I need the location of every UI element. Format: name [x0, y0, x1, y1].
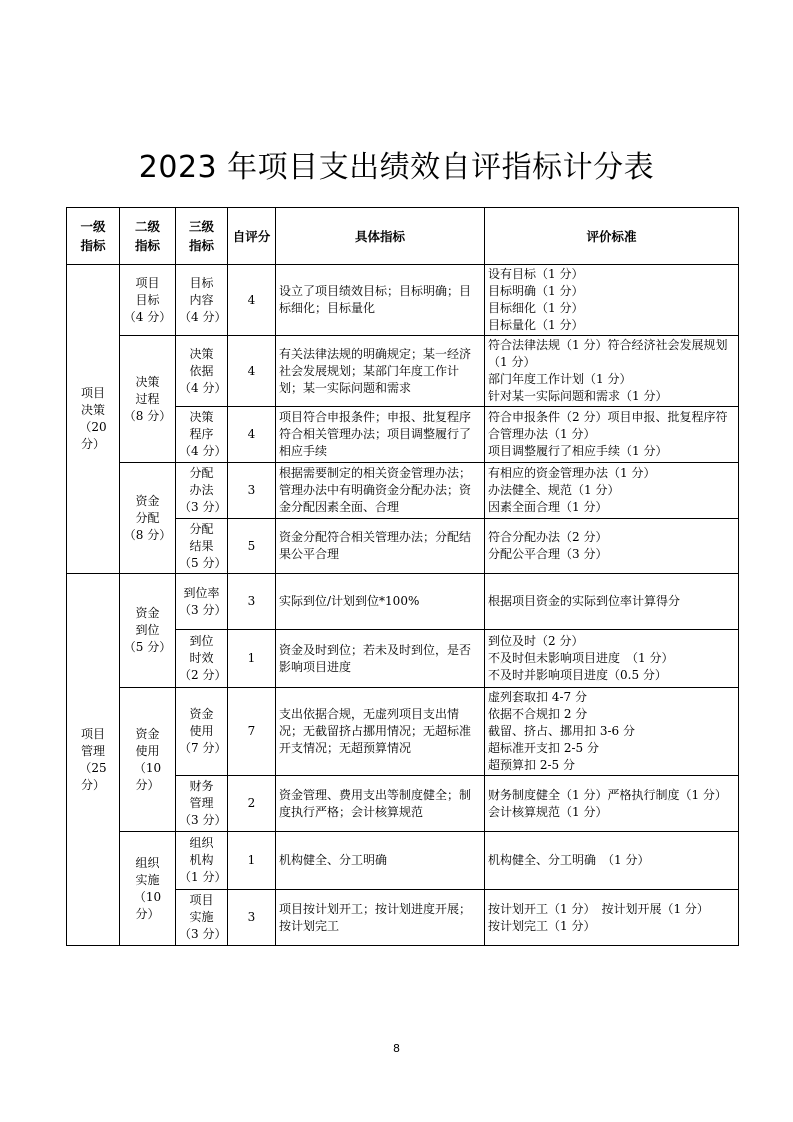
- indicator-cell: 资金分配符合相关管理办法；分配结果公平合理: [276, 519, 485, 574]
- indicator-cell: 机构健全、分工明确: [276, 832, 485, 890]
- level1-cell: 项目 管理 （25 分）: [67, 574, 120, 946]
- indicator-cell: 设立了项目绩效目标；目标明确；目标细化；目标量化: [276, 265, 485, 336]
- indicator-cell: 项目按计划开工；按计划进度开展；按计划完工: [276, 890, 485, 946]
- criteria-cell: 符合法律法规（1 分）符合经济社会发展规划（1 分） 部门年度工作计划（1 分） 针对某一实际问题和需求（1 分）: [485, 336, 739, 407]
- table-row: [67, 336, 739, 407]
- score-cell: 3: [228, 463, 276, 519]
- header-self-score: 自评分: [228, 208, 276, 265]
- score-cell: 2: [228, 776, 276, 832]
- indicator-cell: 有关法律法规的明确规定；某一经济社会发展规划；某部门年度工作计划；某一实际问题和需求: [276, 336, 485, 407]
- criteria-cell: 符合申报条件（2 分）项目申报、批复程序符合管理办法（1 分） 项目调整履行了相应手续（1 分）: [485, 407, 739, 463]
- level3-cell: 决策 程序 （4 分）: [176, 407, 228, 463]
- level2-cell: 组织 实施 （10 分）: [120, 832, 176, 946]
- score-cell: 4: [228, 407, 276, 463]
- header-level2: 二级 指标: [120, 208, 176, 265]
- criteria-cell: 有相应的资金管理办法（1 分） 办法健全、规范（1 分） 因素全面合理（1 分）: [485, 463, 739, 519]
- criteria-cell: 根据项目资金的实际到位率计算得分: [485, 574, 739, 630]
- score-cell: 1: [228, 630, 276, 688]
- indicator-cell: 项目符合申报条件；申报、批复程序符合相关管理办法；项目调整履行了相应手续: [276, 407, 485, 463]
- level3-cell: 财务 管理 （3 分）: [176, 776, 228, 832]
- level2-cell: 资金 到位 （5 分）: [120, 574, 176, 688]
- score-cell: 3: [228, 890, 276, 946]
- score-table: [66, 207, 739, 946]
- level3-cell: 决策 依据 （4 分）: [176, 336, 228, 407]
- indicator-cell: 资金管理、费用支出等制度健全；制度执行严格；会计核算规范: [276, 776, 485, 832]
- level3-cell: 分配 结果 （5 分）: [176, 519, 228, 574]
- level2-cell: 资金 分配 （8 分）: [120, 463, 176, 574]
- score-cell: 4: [228, 336, 276, 407]
- score-cell: 5: [228, 519, 276, 574]
- criteria-cell: 符合分配办法（2 分） 分配公平合理（3 分）: [485, 519, 739, 574]
- level1-cell: 项目 决策 （20 分）: [67, 265, 120, 574]
- header-level1: 一级 指标: [67, 208, 120, 265]
- indicator-cell: 支出依据合规，无虚列项目支出情况；无截留挤占挪用情况；无超标准开支情况；无超预算情况: [276, 688, 485, 776]
- score-cell: 4: [228, 265, 276, 336]
- level2-cell: 资金 使用 （10 分）: [120, 688, 176, 832]
- level3-cell: 组织 机构 （1 分）: [176, 832, 228, 890]
- level3-cell: 资金 使用 （7 分）: [176, 688, 228, 776]
- level3-cell: 项目 实施 （3 分）: [176, 890, 228, 946]
- score-cell: 3: [228, 574, 276, 630]
- table-row: [67, 265, 739, 336]
- table-row: [67, 574, 739, 630]
- header-level3: 三级 指标: [176, 208, 228, 265]
- level2-cell: 项目 目标 （4 分）: [120, 265, 176, 336]
- criteria-cell: 设有目标（1 分） 目标明确（1 分） 目标细化（1 分） 目标量化（1 分）: [485, 265, 739, 336]
- indicator-cell: 资金及时到位；若未及时到位，是否影响项目进度: [276, 630, 485, 688]
- level3-cell: 到位率 （3 分）: [176, 574, 228, 630]
- criteria-cell: 按计划开工（1 分） 按计划开展（1 分） 按计划完工（1 分）: [485, 890, 739, 946]
- score-cell: 1: [228, 832, 276, 890]
- table-header-row: [67, 208, 739, 265]
- table-row: [67, 832, 739, 890]
- header-criteria: 评价标准: [485, 208, 739, 265]
- level3-cell: 目标 内容 （4 分）: [176, 265, 228, 336]
- indicator-cell: 根据需要制定的相关资金管理办法；管理办法中有明确资金分配办法；资金分配因素全面、合理: [276, 463, 485, 519]
- page-title: 2023 年项目支出绩效自评指标计分表: [138, 150, 655, 185]
- criteria-cell: 机构健全、分工明确 （1 分）: [485, 832, 739, 890]
- level2-cell: 决策 过程 （8 分）: [120, 336, 176, 463]
- table-row: [67, 463, 739, 519]
- level3-cell: 分配 办法 （3 分）: [176, 463, 228, 519]
- criteria-cell: 虚列套取扣 4-7 分 依据不合规扣 2 分 截留、挤占、挪用扣 3-6 分 超标准开支扣 2-5 分 超预算扣 2-5 分: [485, 688, 739, 776]
- table-row: [67, 688, 739, 776]
- page-number: 8: [393, 1042, 400, 1055]
- score-cell: 7: [228, 688, 276, 776]
- header-indicator: 具体指标: [276, 208, 485, 265]
- level3-cell: 到位 时效 （2 分）: [176, 630, 228, 688]
- criteria-cell: 到位及时（2 分） 不及时但未影响项目进度 （1 分） 不及时并影响项目进度（0.5 分）: [485, 630, 739, 688]
- criteria-cell: 财务制度健全（1 分）严格执行制度（1 分） 会计核算规范（1 分）: [485, 776, 739, 832]
- indicator-cell: 实际到位/计划到位*100%: [276, 574, 485, 630]
